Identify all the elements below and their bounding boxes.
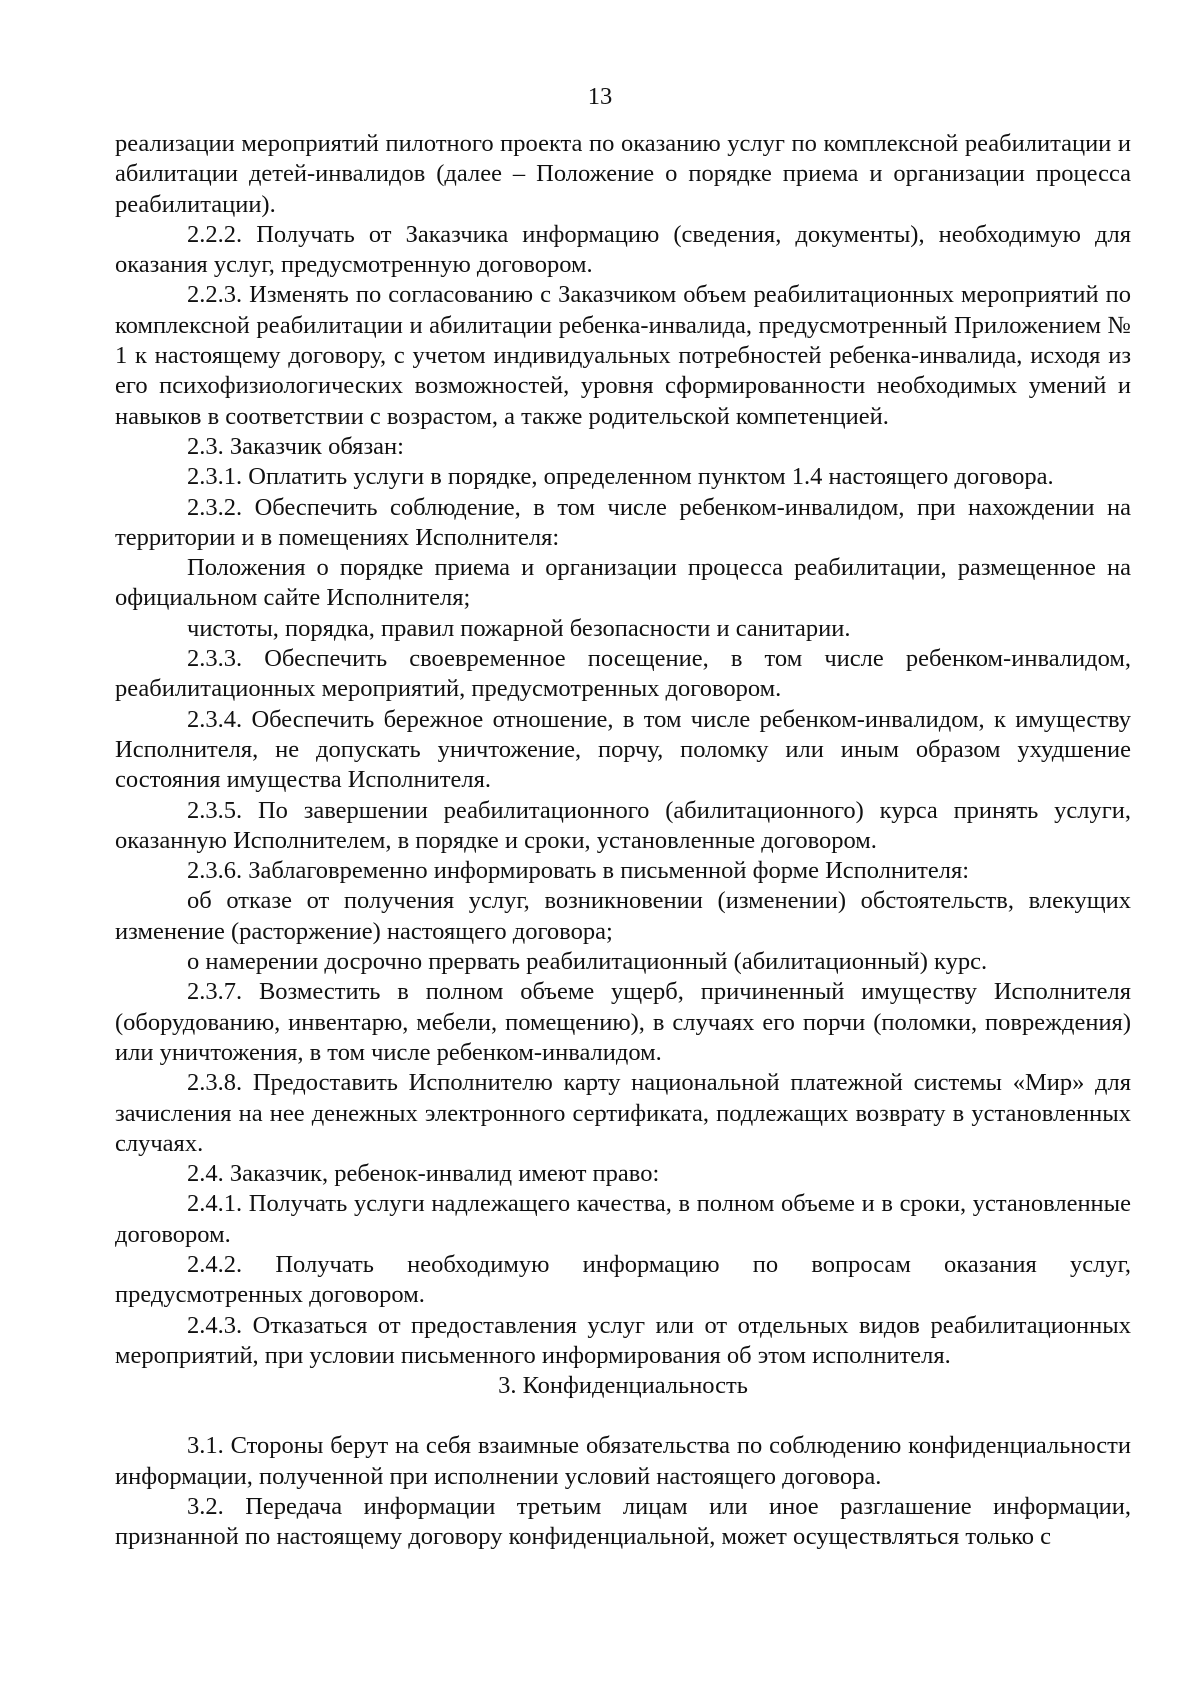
clause-2-4-1: 2.4.1. Получать услуги надлежащего качества, в полном объеме и в сроки, установленные договором. (115, 1190, 1131, 1248)
spacer (115, 1401, 1131, 1431)
page-number: 13 (587, 83, 613, 110)
clause-2-3-2-item-2: чистоты, порядка, правил пожарной безопасности и санитарии. (187, 614, 851, 642)
paragraph-continuation: реализации мероприятий пилотного проекта по оказанию услуг по комплексной реабилитации и абилитации детей-инвалидов (далее – Положение о порядке приема и организации процесса реабилитации). (115, 130, 1131, 218)
clause-2-3-2-item-1: Положения о порядке приема и организации процесса реабилитации, размещенное на официальном сайте Исполнителя; (115, 554, 1131, 612)
clause-3-1: 3.1. Стороны берут на себя взаимные обязательства по соблюдению конфиденциальности информации, полученной при исполнении условий настоящего договора. (115, 1432, 1131, 1490)
document-body (115, 129, 1131, 1553)
clause-2-3-7: 2.3.7. Возместить в полном объеме ущерб, причиненный имуществу Исполнителя (оборудованию, инвентарю, мебели, помещению), в случаях его порчи (поломки, повреждения) или уничтожения, в том числе ребенком-инвалидом. (115, 978, 1131, 1066)
clause-2-4-3: 2.4.3. Отказаться от предоставления услуг или от отдельных видов реабилитационных мероприятий, при условии письменного информирования об этом исполнителя. (115, 1311, 1131, 1369)
clause-2-4-2: 2.4.2. Получать необходимую информацию по вопросам оказания услуг, предусмотренных договором. (115, 1250, 1131, 1309)
section-heading: 3. Конфиденциальность (498, 1372, 748, 1400)
clause-2-3-5: 2.3.5. По завершении реабилитационного (абилитационного) курса принять услуги, оказанную Исполнителем, в порядке и сроки, установленные договором. (115, 796, 1131, 854)
clause-2-4: 2.4. Заказчик, ребенок-инвалид имеют право: (187, 1160, 660, 1188)
clause-2-2-3: 2.2.3. Изменять по согласованию с Заказчиком объем реабилитационных мероприятий по комплексной реабилитации и абилитации ребенка-инвалида, предусмотренный Приложением № 1 к настоящему договору, с учетом индивидуальных потребностей ребенка-инвалида, исходя из его психофизиологических возможностей, уровня сформированности необходимых умений и навыков в соответствии с возрастом, а также родительской компетенцией. (115, 281, 1131, 430)
clause-2-3-3: 2.3.3. Обеспечить своевременное посещение, в том числе ребенком-инвалидом, реабилитационных мероприятий, предусмотренных договором. (115, 645, 1131, 703)
clause-2-3: 2.3. Заказчик обязан: (187, 432, 404, 460)
clause-2-3-2: 2.3.2. Обеспечить соблюдение, в том числе ребенком-инвалидом, при нахождении на территории и в помещениях Исполнителя: (115, 493, 1131, 551)
clause-2-3-6-item-2: о намерении досрочно прервать реабилитационный (абилитационный) курс. (187, 948, 988, 976)
clause-3-2: 3.2. Передача информации третьим лицам или иное разглашение информации, признанной по настоящему договору конфиденциальной, может осуществляться только с (115, 1493, 1131, 1551)
clause-2-3-6-item-1: об отказе от получения услуг, возникновении (изменении) обстоятельств, влекущих изменение (расторжение) настоящего договора; (115, 887, 1131, 945)
clause-2-3-1: 2.3.1. Оплатить услуги в порядке, определенном пунктом 1.4 настоящего договора. (187, 463, 1054, 491)
clause-2-3-8: 2.3.8. Предоставить Исполнителю карту национальной платежной системы «Мир» для зачисления на нее денежных электронного сертификата, подлежащих возврату в установленных случаях. (115, 1069, 1131, 1157)
clause-2-2-2: 2.2.2. Получать от Заказчика информацию (сведения, документы), необходимую для оказания услуг, предусмотренную договором. (115, 220, 1131, 279)
clause-2-3-4: 2.3.4. Обеспечить бережное отношение, в том числе ребенком-инвалидом, к имуществу Исполнителя, не допускать уничтожение, порчу, поломку или иным образом ухудшение состояния имущества Исполнителя. (115, 705, 1131, 794)
clause-2-3-6: 2.3.6. Заблаговременно информировать в письменной форме Исполнителя: (187, 857, 970, 885)
